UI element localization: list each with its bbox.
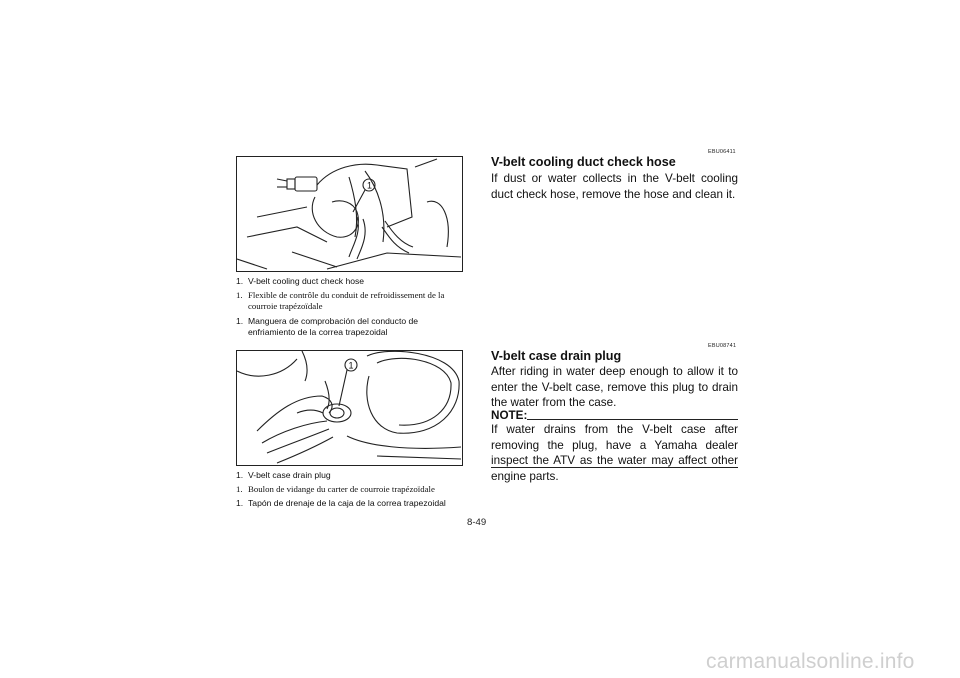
caption-2-en: 1. V-belt case drain plug <box>236 470 466 481</box>
caption-text: V-belt case drain plug <box>248 470 331 480</box>
section-heading: V-belt case drain plug <box>491 349 622 363</box>
callout-1: 1 <box>367 180 373 191</box>
note-top-rule <box>527 419 738 420</box>
watermark: carmanualsonline.info <box>706 650 915 673</box>
drain-plug-illustration <box>237 351 461 464</box>
caption-1-fr: 1. Flexible de contrôle du conduit de refroidissement de la courroie trapézoïdale <box>236 290 466 312</box>
caption-2-fr: 1. Boulon de vidange du carter de courroie trapézoïdale <box>236 484 466 495</box>
caption-text: Manguera de comprobación del conducto de enfriamiento de la correa trapezoidal <box>248 316 419 337</box>
cooling-duct-illustration <box>237 157 461 270</box>
section-code: EBU06411 <box>708 149 736 155</box>
note-body: If water drains from the V-belt case after removing the plug, have a Yamaha dealer inspect the ATV as the water may affect other engine parts. <box>491 423 738 483</box>
caption-text: V-belt cooling duct check hose <box>248 276 365 286</box>
caption-1-es: 1. Manguera de comprobación del conducto de enfriamiento de la correa trapezoidal <box>236 316 466 338</box>
note-bottom-rule <box>491 467 738 468</box>
section-body: If dust or water collects in the V-belt cooling duct check hose, remove the hose and clean it. <box>491 172 738 201</box>
caption-text: Boulon de vidange du carter de courroie trapézoïdale <box>248 484 435 494</box>
callout-1: 1 <box>348 360 354 371</box>
section-heading: V-belt cooling duct check hose <box>491 155 676 169</box>
section-code: EBU08741 <box>708 343 737 349</box>
figure-drain-plug <box>236 350 463 466</box>
caption-1-en: 1. V-belt cooling duct check hose <box>236 276 466 287</box>
section-body: After riding in water deep enough to allow it to enter the V-belt case, remove this plug to drain the water from the case. <box>491 365 738 410</box>
page-number: 8-49 <box>467 517 487 528</box>
caption-text: Flexible de contrôle du conduit de refroidissement de la courroie trapézoïdale <box>248 290 445 311</box>
caption-text: Tapón de drenaje de la caja de la correa trapezoidal <box>248 498 446 508</box>
figure-cooling-duct-hose <box>236 156 463 272</box>
caption-2-es: 1. Tapón de drenaje de la caja de la correa trapezoidal <box>236 498 466 509</box>
note-label: NOTE: <box>491 409 528 422</box>
